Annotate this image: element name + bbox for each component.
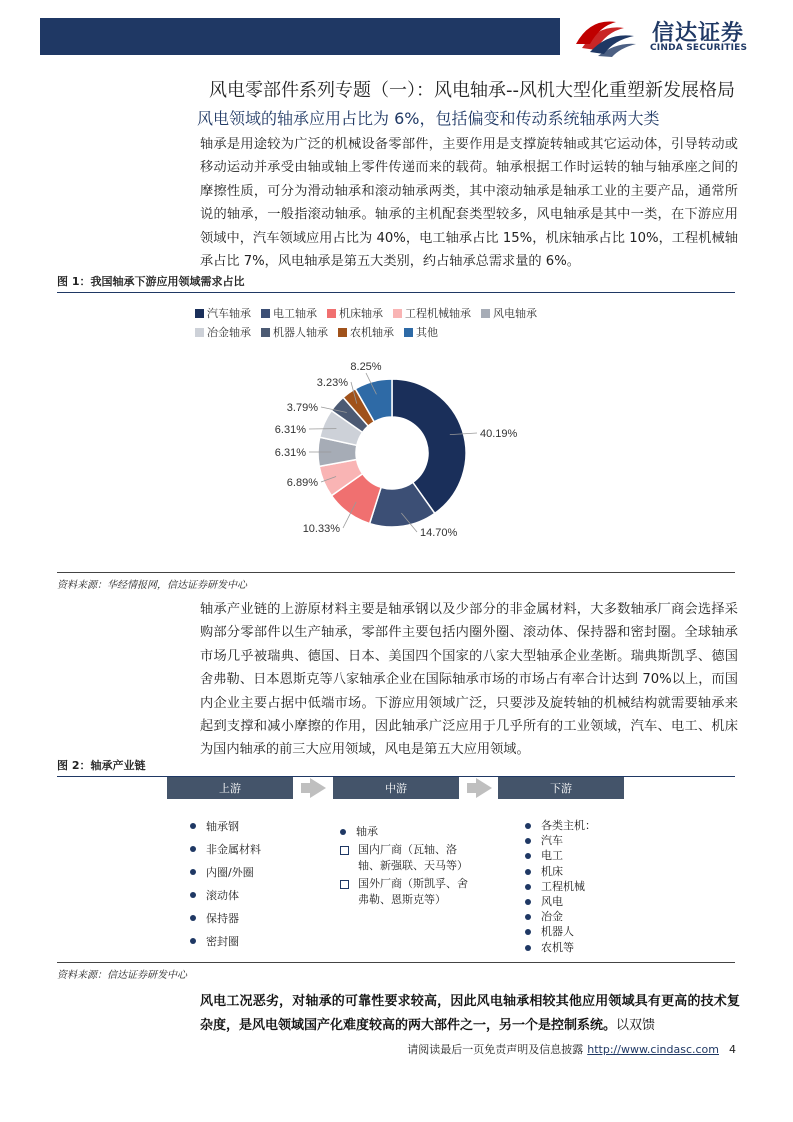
list-item [525, 864, 645, 879]
report-title: 风电零部件系列专题（一）：风电轴承--风机大型化重塑新发展格局 [209, 80, 735, 101]
legend-label: 工程机械轴承 [405, 307, 471, 320]
list-heading: 各类主机： [541, 819, 596, 832]
right-arrow-icon [476, 778, 492, 798]
footer-website-link[interactable]: http://www.cindasc.com [587, 1043, 719, 1056]
data-label: 40.19% [480, 428, 518, 440]
stage-upstream: 上游 [167, 777, 293, 799]
bullet-icon [340, 829, 346, 835]
section-heading: 风电领域的轴承应用占比为 6%，包括偏变和传动系统轴承两大类 [197, 109, 660, 128]
data-label: 6.89% [286, 477, 318, 489]
list-item-label: 冶金 [541, 910, 563, 924]
list-item-label: 工程机械 [541, 879, 585, 893]
right-arrow-icon [310, 778, 326, 798]
legend-label: 汽车轴承 [207, 307, 251, 320]
legend-label: 农机轴承 [350, 326, 394, 339]
bullet-icon [190, 823, 196, 829]
list-item [525, 894, 645, 909]
bullet-icon [525, 929, 531, 935]
list-item-label: 机床 [541, 864, 563, 878]
list-item-label: 滚动体 [206, 889, 239, 902]
list-item [525, 924, 645, 939]
bullet-icon [525, 823, 531, 829]
list-item [340, 842, 470, 874]
data-label: 3.79% [286, 402, 318, 414]
data-label: 14.70% [420, 527, 458, 539]
list-item-label: 国外厂商（斯凯孚、舍弗勒、恩斯克等） [358, 877, 468, 906]
list-item-label: 内圈/外圈 [206, 866, 254, 879]
figure-1-source: 资料来源：华经情报网，信达证券研发中心 [57, 572, 735, 591]
legend-label: 机器人轴承 [273, 326, 328, 339]
legend-label: 电工轴承 [273, 307, 317, 320]
page-footer [0, 1041, 736, 1057]
bullet-icon [525, 838, 531, 844]
conclusion-paragraph [200, 990, 740, 1038]
bullet-icon [525, 945, 531, 951]
bullet-icon [525, 853, 531, 859]
list-item-label: 密封圈 [206, 935, 239, 948]
checkbox-square-icon [340, 846, 349, 855]
data-label: 10.33% [302, 523, 340, 535]
legend-label: 风电轴承 [493, 307, 537, 320]
body-paragraph-1: 轴承是用途较为广泛的机械设备零部件，主要作用是支撑旋转轴或其它运动体，引导转动或移动运动并承受由轴或轴上零件传递而来的载荷。轴承根据工作时运转的轴与轴承座之间的摩擦性质，可分为滑动轴承和滚动轴承两类，其中滚动轴承是轴承工业的主要产品，通常所说的轴承，一般指滚动轴承。轴承的主机配套类型较多，风电轴承是其中一类，在下游应用领域中，汽车领域应用占比为 40%，电工轴承占比 15%，机床轴承占比 10%，工程机械轴承占比 7%，风电轴承是第五大类别，约占轴承总需求量的 6%。 [200, 137, 738, 270]
logo-chinese-name: 信达证券 [652, 21, 745, 46]
list-item [340, 876, 470, 908]
list-item [190, 818, 330, 841]
list-item-label: 农机等 [541, 940, 574, 954]
list-item [340, 824, 470, 840]
bullet-icon [190, 892, 196, 898]
downstream-list [525, 818, 645, 955]
checkbox-square-icon [340, 880, 349, 889]
list-item [190, 841, 330, 864]
cinda-logo-icon [572, 14, 638, 58]
figure-1-title: 图 1：我国轴承下游应用领域需求占比 [57, 273, 735, 293]
conclusion-bold-text: 风电工况恶劣，对轴承的可靠性要求较高，因此风电轴承相较其他应用领域具有更高的技术复杂度，是风电领域国产化难度较高的两大部件之一，另一个是控制系统。 [200, 994, 740, 1033]
data-label: 3.23% [316, 377, 348, 389]
list-item [190, 887, 330, 910]
list-item-label: 轴承钢 [206, 820, 239, 833]
bullet-icon [525, 884, 531, 890]
bullet-icon [190, 938, 196, 944]
midstream-list [340, 824, 470, 910]
conclusion-continued-text: 以双馈 [616, 1018, 656, 1033]
downstream-sub-items [525, 833, 645, 955]
list-item-label: 汽车 [541, 834, 563, 848]
list-item [190, 910, 330, 933]
page-number: 4 [729, 1043, 736, 1056]
stage-downstream: 下游 [498, 777, 624, 799]
upstream-list [190, 818, 330, 956]
stage-midstream: 中游 [333, 777, 459, 799]
list-item [190, 864, 330, 887]
list-item-label: 非金属材料 [206, 843, 261, 856]
bullet-icon [190, 869, 196, 875]
bullet-icon [525, 899, 531, 905]
legend-label: 机床轴承 [339, 307, 383, 320]
list-item [525, 833, 645, 848]
body-paragraph-2: 轴承产业链的上游原材料主要是轴承钢以及少部分的非金属材料，大多数轴承厂商会选择采购部分零部件以生产轴承，零部件主要包括内圈外圈、滚动体、保持器和密封圈。全球轴承市场几乎被瑞典、德国、日本、美国四个国家的八家大型轴承企业垄断。瑞典斯凯孚、德国舍弗勒、日本恩斯克等八家轴承企业在国际轴承市场的市场占有率合计达到 70%以上，而国内企业主要占据中低端市场。下游应用领域广泛，只要涉及旋转轴的机械结构就需要轴承来起到支撑和减小摩擦的作用，因此轴承广泛应用于几乎所有的工业领域，汽车、电工、机床为国内轴承的前三大应用领域，风电是第五大应用领域。 [200, 602, 738, 758]
bullet-icon [525, 869, 531, 875]
list-item-label: 轴承 [356, 825, 378, 838]
list-item [525, 818, 645, 833]
legend-label: 其他 [416, 326, 438, 339]
logo-english-name: CINDA SECURITIES [650, 43, 748, 53]
list-item-label: 电工 [541, 849, 563, 863]
footer-disclaimer: 请阅读最后一页免责声明及信息披露 [407, 1043, 584, 1056]
list-item-label: 保持器 [206, 912, 239, 925]
list-item [525, 909, 645, 924]
data-label: 6.31% [274, 424, 306, 436]
legend-label: 冶金轴承 [207, 326, 251, 339]
header-bar [40, 18, 560, 55]
bullet-icon [190, 915, 196, 921]
figure-2-title: 图 2：轴承产业链 [57, 757, 735, 777]
bullet-icon [525, 914, 531, 920]
list-item [525, 848, 645, 863]
list-item-label: 风电 [541, 895, 563, 909]
list-item-label: 国内厂商（瓦轴、洛轴、新强联、天马等） [358, 843, 468, 872]
data-label: 6.31% [274, 447, 306, 459]
data-label: 8.25% [350, 361, 382, 373]
donut-chart [180, 300, 610, 550]
list-item [190, 933, 330, 956]
list-item-label: 机器人 [541, 925, 574, 939]
list-item [525, 879, 645, 894]
figure-2-source: 资料来源：信达证券研发中心 [57, 962, 735, 981]
list-item [525, 940, 645, 955]
bullet-icon [190, 846, 196, 852]
